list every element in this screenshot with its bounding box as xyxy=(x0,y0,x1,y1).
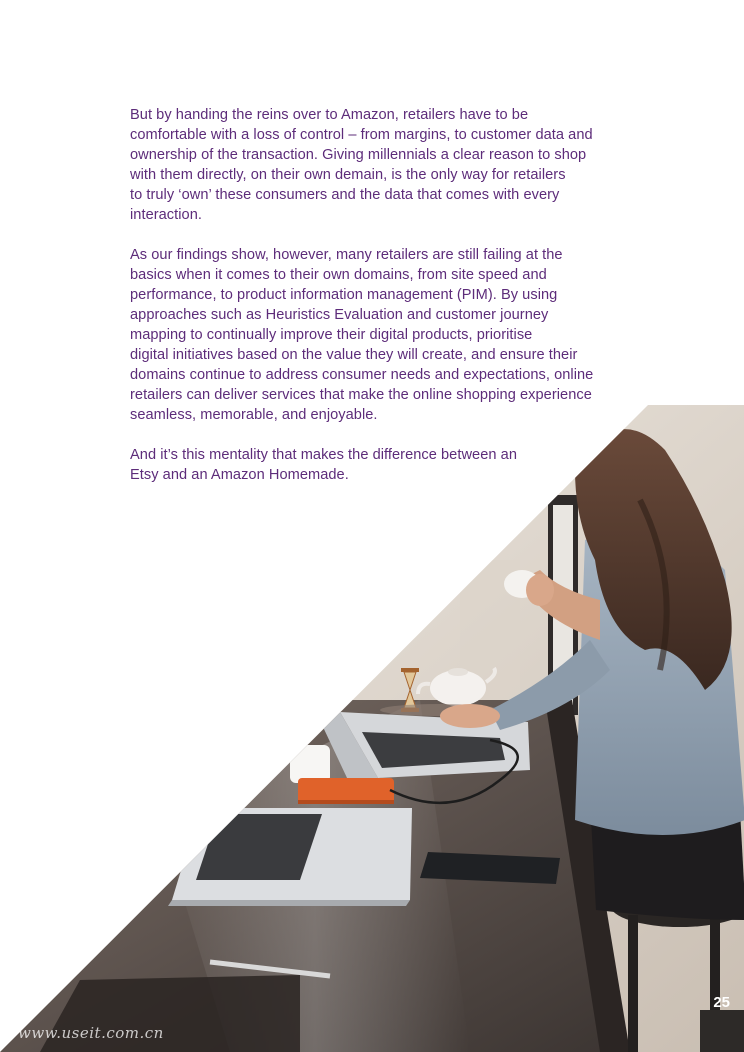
text-line: And it’s this mentality that makes the difference between an xyxy=(130,447,517,463)
text-line: approaches such as Heuristics Evaluation and customer journey xyxy=(130,307,549,323)
text-line: with them directly, on their own demain, is the only way for retailers xyxy=(130,167,566,183)
text-line: domains continue to address consumer needs and expectations, online xyxy=(130,367,594,383)
text-line: seamless, memorable, and enjoyable. xyxy=(130,407,378,423)
text-line: performance, to product information management (PIM). By using xyxy=(130,287,558,303)
text-line: But by handing the reins over to Amazon, retailers have to be xyxy=(130,107,529,123)
text-line: As our findings show, however, many retailers are still failing at the xyxy=(130,247,563,263)
watermark: www.useit.com.cn xyxy=(18,1024,164,1042)
text-line: basics when it comes to their own domains, from site speed and xyxy=(130,267,547,283)
text-line: comfortable with a loss of control – from margins, to customer data and xyxy=(130,127,593,143)
text-line: retailers can deliver services that make the online shopping experience xyxy=(130,387,592,403)
text-line: ownership of the transaction. Giving millennials a clear reason to shop xyxy=(130,147,587,163)
text-line: digital initiatives based on the value they will create, and ensure their xyxy=(130,347,578,363)
text-line: mapping to continually improve their digital products, prioritise xyxy=(130,327,533,343)
text-line: Etsy and an Amazon Homemade. xyxy=(130,467,349,483)
text-line: to truly ‘own’ these consumers and the data that comes with every xyxy=(130,187,560,203)
text-line: interaction. xyxy=(130,207,202,223)
page-number: 25 xyxy=(713,994,730,1011)
